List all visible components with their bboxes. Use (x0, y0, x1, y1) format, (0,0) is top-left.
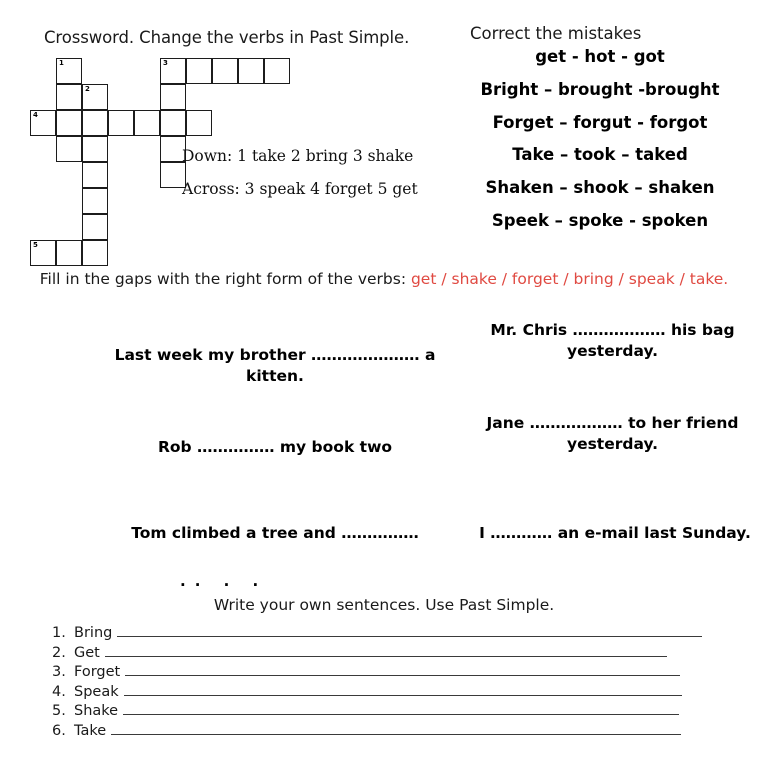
crossword-clue-across: Across: 3 speak 4 forget 5 get (182, 180, 418, 198)
crossword-cell[interactable] (186, 58, 212, 84)
gap-sentence: Tom climbed a tree and …………… (131, 524, 419, 542)
answer-writing-line[interactable] (125, 663, 680, 676)
crossword-cell[interactable] (134, 110, 160, 136)
gap-sentence: Last week my brother ………………… a kitten. (114, 346, 436, 385)
crossword-cell[interactable] (30, 110, 56, 136)
answer-writing-line[interactable] (105, 644, 667, 657)
crossword-cell[interactable] (160, 110, 186, 136)
list-item-number: 3. (52, 664, 66, 680)
list-item-number: 1. (52, 625, 66, 641)
crossword-cell[interactable] (160, 58, 186, 84)
list-item-number: 5. (52, 703, 66, 719)
crossword-title: Crossword. Change the verbs in Past Simple. (44, 28, 410, 47)
crossword-cell[interactable] (186, 110, 212, 136)
crossword-cell[interactable] (82, 136, 108, 162)
list-item-verb-label: Take (74, 722, 107, 739)
list-item-verb-label: Shake (74, 703, 119, 719)
write-own-sentences-row (52, 683, 742, 703)
crossword-cell-number: 1 (59, 59, 64, 67)
fill-gaps-instruction-text: Fill in the gaps with the right form of the verbs: (39, 270, 411, 288)
correct-mistakes-heading: Correct the mistakes (470, 24, 642, 43)
write-own-sentences-row (52, 702, 742, 722)
crossword-cell[interactable] (238, 58, 264, 84)
crossword-cell-number: 4 (33, 111, 38, 119)
crossword-cell-number: 5 (33, 241, 38, 249)
write-own-sentences-instruction: Write your own sentences. Use Past Simple. (213, 596, 555, 614)
gap-sentence: Jane ……………… to her friend yesterday. (486, 414, 739, 453)
answer-writing-line[interactable] (124, 683, 682, 696)
crossword-clue-down: Down: 1 take 2 bring 3 shake (182, 147, 414, 165)
list-item-verb-label: Get (74, 644, 100, 661)
crossword-cell[interactable] (56, 240, 82, 266)
gap-sentence: I ………… an e-mail last Sunday. (479, 524, 751, 542)
write-own-sentences-row (52, 663, 742, 683)
mistake-line: Speek – spoke - spoken (491, 211, 709, 230)
crossword-cell-number: 2 (85, 85, 90, 93)
write-own-sentences-row (52, 722, 742, 742)
crossword-cell[interactable] (264, 58, 290, 84)
crossword-cell[interactable] (56, 136, 82, 162)
gap-sentence: Rob …………… my book two (157, 438, 393, 456)
mistake-line: Forget – forgut - forgot (492, 113, 708, 132)
write-own-sentences-row (52, 644, 742, 664)
list-item-verb-label: Forget (74, 664, 121, 680)
crossword-cell[interactable] (212, 58, 238, 84)
write-own-sentences-list (52, 624, 742, 741)
crossword-cell[interactable] (82, 214, 108, 240)
list-item-verb-label: Bring (74, 625, 113, 641)
crossword-cell[interactable] (30, 240, 56, 266)
list-item-verb-label: Speak (74, 683, 119, 700)
answer-writing-line[interactable] (111, 722, 681, 735)
crossword-cell[interactable] (82, 110, 108, 136)
answer-writing-line[interactable] (123, 702, 679, 715)
mistake-line: get - hot - got (535, 47, 665, 66)
crossword-cell[interactable] (82, 84, 108, 110)
crossword-cell[interactable] (82, 162, 108, 188)
write-own-sentences-row (52, 624, 742, 644)
crossword-cell[interactable] (82, 240, 108, 266)
mistake-line: Bright – brought -brought (480, 80, 720, 99)
crossword-cell[interactable] (56, 84, 82, 110)
mistake-line: Shaken – shook – shaken (485, 178, 715, 197)
answer-writing-line[interactable] (117, 624, 702, 637)
crossword-cell[interactable] (56, 110, 82, 136)
list-item-number: 6. (52, 722, 66, 739)
gap-sentence: Mr. Chris ……………… his bag yesterday. (490, 321, 735, 360)
fill-gaps-instruction (34, 268, 734, 290)
fill-gaps-verb-list: get / shake / forget / bring / speak / take. (410, 270, 729, 288)
stray-dots-artifact: .. . . (180, 572, 268, 590)
crossword-cell[interactable] (108, 110, 134, 136)
mistake-line: Take – took – taked (512, 145, 688, 164)
list-item-number: 2. (52, 644, 66, 661)
crossword-cell[interactable] (56, 58, 82, 84)
crossword-cell[interactable] (82, 188, 108, 214)
crossword-cell[interactable] (160, 84, 186, 110)
list-item-number: 4. (52, 683, 66, 700)
crossword-cell-number: 3 (163, 59, 168, 67)
